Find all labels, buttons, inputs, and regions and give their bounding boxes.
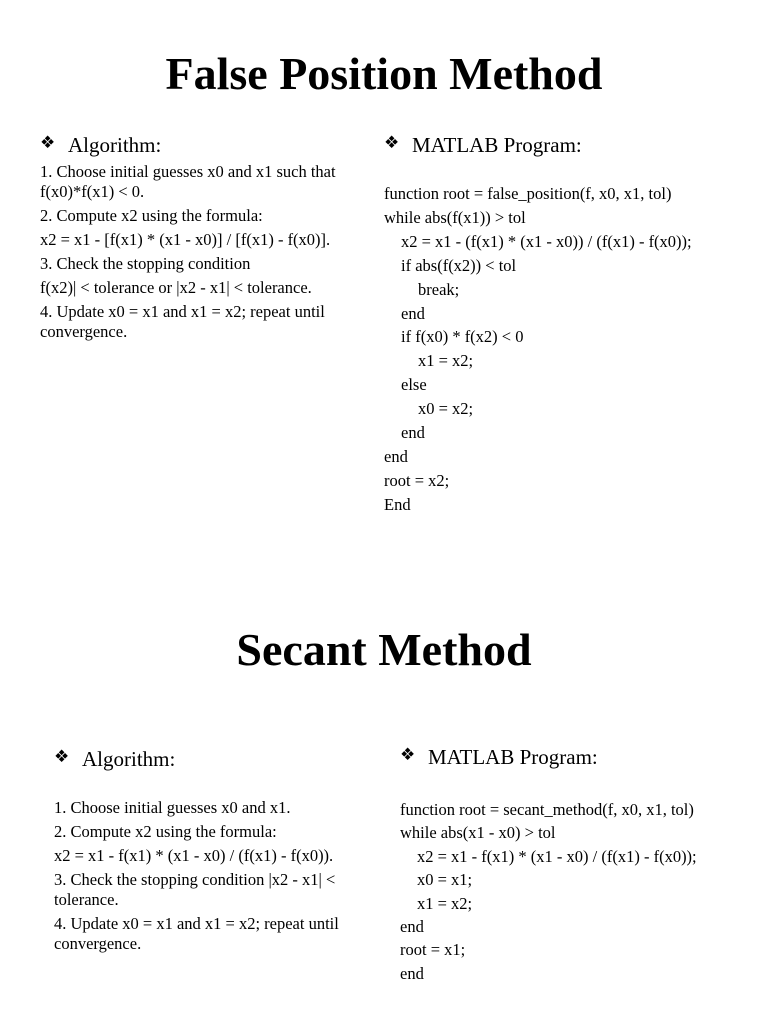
code-line: while abs(x1 - x0) > tol (400, 823, 556, 843)
code-line: while abs(f(x1)) > tol (384, 207, 526, 227)
false-position-program-section (384, 130, 754, 517)
algorithm-step: 4. Update x0 = x1 and x1 = x2; repeat until convergence. (54, 914, 339, 953)
algorithm-step: f(x2)| < tolerance or |x2 - x1| < tolerance. (40, 278, 312, 297)
code-line: x0 = x2; (418, 399, 474, 419)
algorithm-heading-label: Algorithm: (82, 747, 176, 771)
code-line: function root = false_position(f, x0, x1, tol) (384, 184, 672, 203)
program-heading-label: MATLAB Program: (428, 745, 598, 769)
algorithm-step: 3. Check the stopping condition |x2 - x1| < tolerance. (54, 870, 336, 909)
code-line: root = x2; (384, 470, 450, 490)
code-line: x0 = x1; (417, 870, 473, 890)
algorithm-step: x2 = x1 - [f(x1) * (x1 - x0)] / [f(x1) - f(x0)]. (40, 230, 331, 249)
code-line: if abs(f(x2)) < tol (401, 255, 517, 275)
false-position-algorithm-section (40, 130, 360, 346)
algorithm-step: x2 = x1 - f(x1) * (x1 - x0) / (f(x1) - f(x0)). (54, 846, 334, 865)
algorithm-step: 1. Choose initial guesses x0 and x1. (54, 798, 291, 817)
algorithm-step: 2. Compute x2 using the formula: (40, 206, 263, 225)
code-line: else (401, 375, 427, 395)
false-position-title: False Position Method (165, 48, 603, 99)
false-position-steps (40, 162, 360, 342)
diamond-bullet-icon: ❖ (400, 745, 416, 764)
code-line: x2 = x1 - (f(x1) * (x1 - x0)) / (f(x1) - f(x0)); (401, 231, 692, 251)
algorithm-step: 3. Check the stopping condition (40, 254, 251, 273)
code-line: end (400, 963, 424, 983)
secant-program-section (400, 742, 760, 985)
false-position-algorithm-heading (40, 130, 360, 158)
algorithm-step: 2. Compute x2 using the formula: (54, 822, 277, 841)
code-line: end (384, 446, 408, 466)
algorithm-step: 1. Choose initial guesses x0 and x1 such that f(x0)*f(x1) < 0. (40, 162, 336, 201)
secant-algorithm-section (54, 744, 354, 958)
code-line: x2 = x1 - f(x1) * (x1 - x0) / (f(x1) - f(x0)); (417, 846, 697, 866)
code-line: end (401, 303, 425, 323)
code-line: function root = secant_method(f, x0, x1, tol) (400, 800, 694, 819)
diamond-bullet-icon: ❖ (384, 133, 400, 152)
code-line: x1 = x2; (418, 351, 474, 371)
secant-algorithm-heading (54, 744, 354, 772)
code-line: end (400, 917, 424, 937)
code-line: end (401, 423, 425, 443)
algorithm-heading-label: Algorithm: (68, 133, 162, 157)
code-line: root = x1; (400, 940, 466, 960)
code-line: End (384, 494, 411, 514)
code-line: if f(x0) * f(x2) < 0 (401, 327, 524, 347)
code-line: x1 = x2; (417, 893, 473, 913)
secant-program-heading (400, 742, 760, 770)
code-line: break; (418, 279, 460, 299)
diamond-bullet-icon: ❖ (54, 747, 70, 766)
secant-steps (54, 798, 354, 954)
false-position-code-block (384, 182, 754, 517)
program-heading-label: MATLAB Program: (412, 133, 582, 157)
secant-title: Secant Method (236, 624, 532, 675)
false-position-program-heading (384, 130, 754, 158)
secant-code-block (400, 798, 760, 985)
algorithm-step: 4. Update x0 = x1 and x1 = x2; repeat until convergence. (40, 302, 325, 341)
diamond-bullet-icon: ❖ (40, 133, 56, 152)
